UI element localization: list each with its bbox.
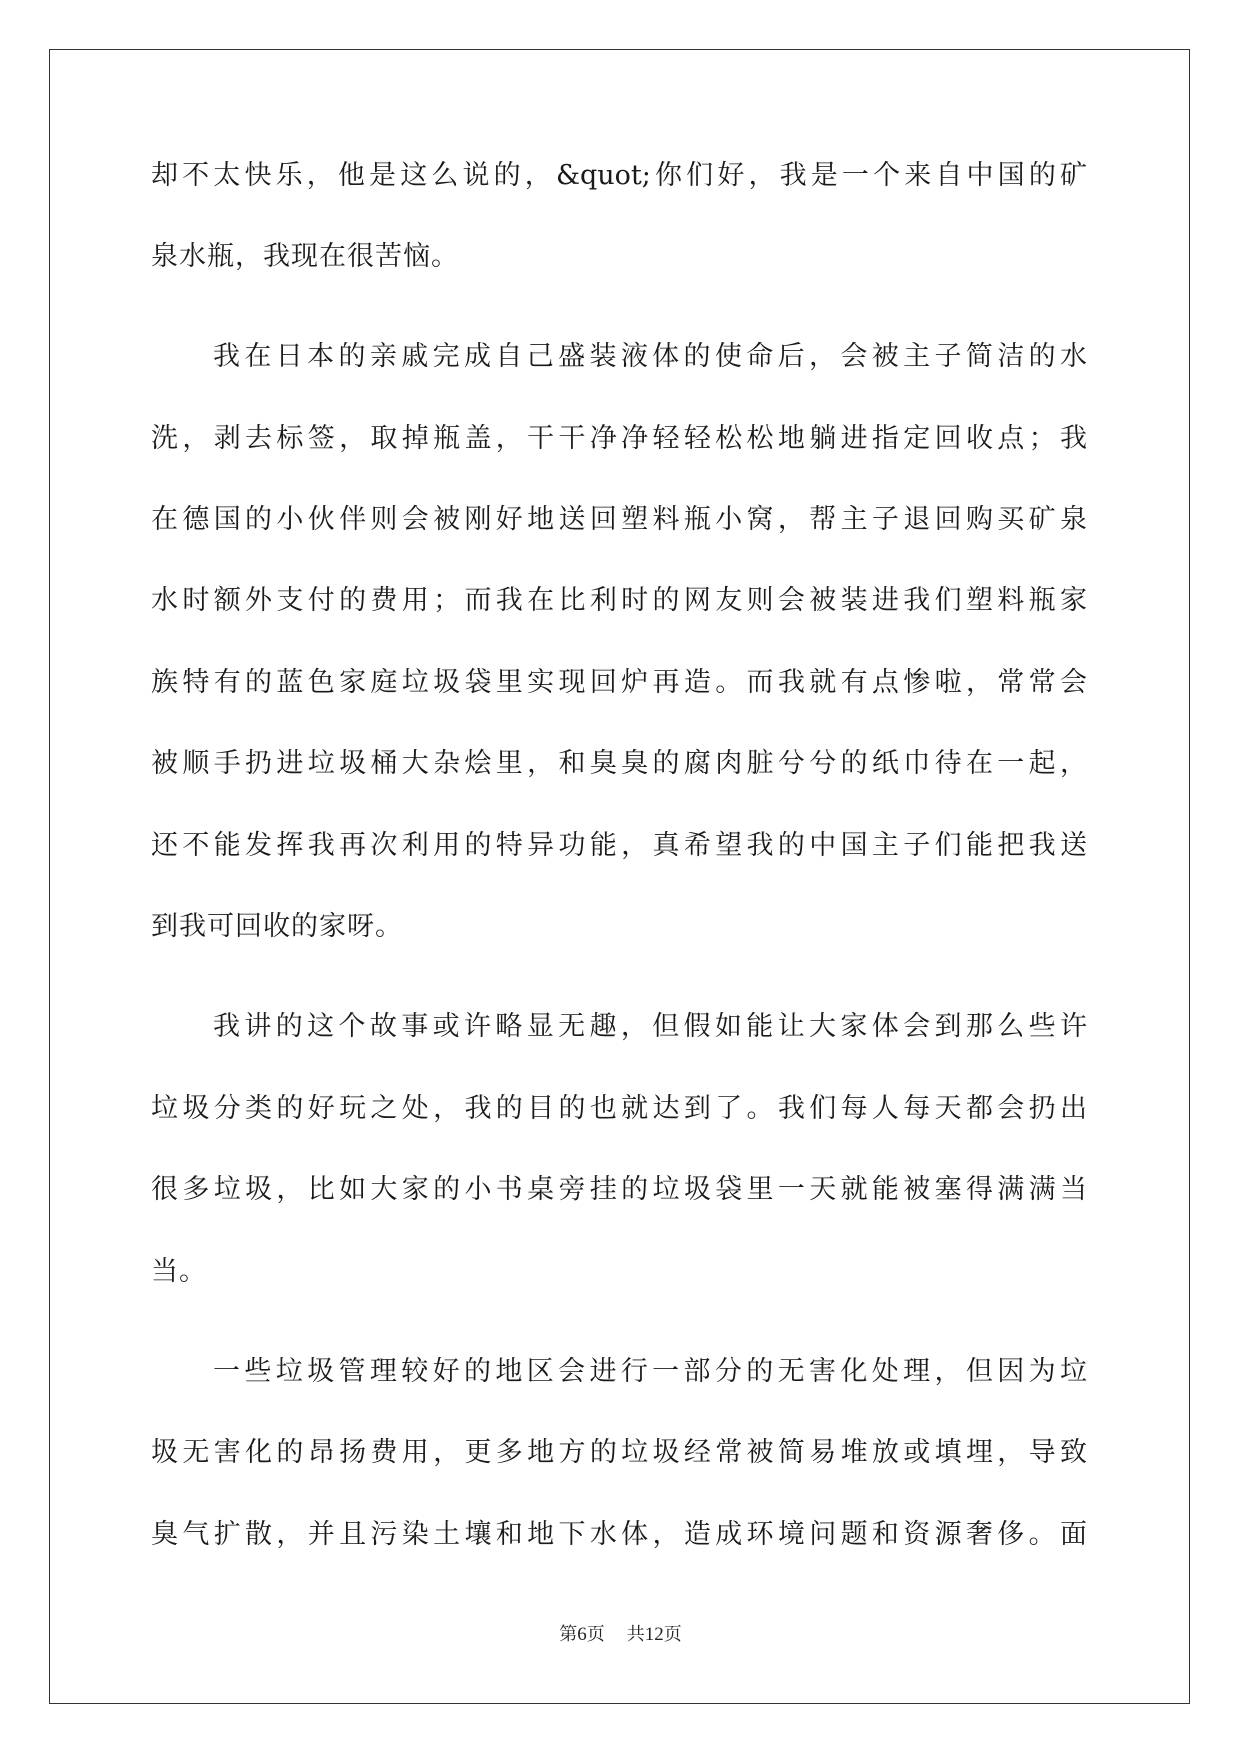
text-line: 圾无害化的昂扬费用，更多地方的垃圾经常被简易堆放或填埋，导致 [151,1437,1087,1468]
page-number: 6 [577,1624,587,1645]
footer-prefix: 第 [559,1624,578,1645]
text-line: 被顺手扔进垃圾桶大杂烩里，和臭臭的腐肉脏兮兮的纸巾待在一起， [151,748,1087,779]
text-line: 一些垃圾管理较好的地区会进行一部分的无害化处理，但因为垃 [213,1356,1087,1387]
text-line: 族特有的蓝色家庭垃圾袋里实现回炉再造。而我就有点惨啦，常常会 [151,667,1087,698]
page-suffix: 页 [586,1624,605,1645]
text-line: 我讲的这个故事或许略显无趣，但假如能让大家体会到那么些许 [213,1011,1087,1042]
text-line: 水时额外支付的费用；而我在比利时的网友则会被装进我们塑料瓶家 [151,585,1087,616]
text-line: 到我可回收的家呀。 [151,911,403,942]
text-line: 在德国的小伙伴则会被刚好地送回塑料瓶小窝，帮主子退回购买矿泉 [151,504,1087,535]
total-pages: 12 [644,1624,664,1645]
text-line: 当。 [151,1256,207,1287]
total-prefix: 共 [626,1624,645,1645]
text-line: 垃圾分类的好玩之处，我的目的也就达到了。我们每人每天都会扔出 [151,1093,1087,1124]
total-suffix: 页 [663,1624,682,1645]
page-footer [0,1623,1241,1647]
text-line: 我在日本的亲戚完成自己盛装液体的使命后，会被主子简洁的水 [213,341,1087,372]
text-line: 洗，剥去标签，取掉瓶盖，干干净净轻轻松松地躺进指定回收点；我 [151,423,1087,454]
text-line: 却不太快乐，他是这么说的，&quot;你们好，我是一个来自中国的矿 [151,160,1087,191]
text-line: 还不能发挥我再次利用的特异功能，真希望我的中国主子们能把我送 [151,830,1087,861]
text-line: 泉水瓶，我现在很苦恼。 [151,241,459,272]
text-line: 臭气扩散，并且污染土壤和地下水体，造成环境问题和资源奢侈。面 [151,1519,1087,1550]
text-line: 很多垃圾，比如大家的小书桌旁挂的垃圾袋里一天就能被塞得满满当 [151,1174,1087,1205]
